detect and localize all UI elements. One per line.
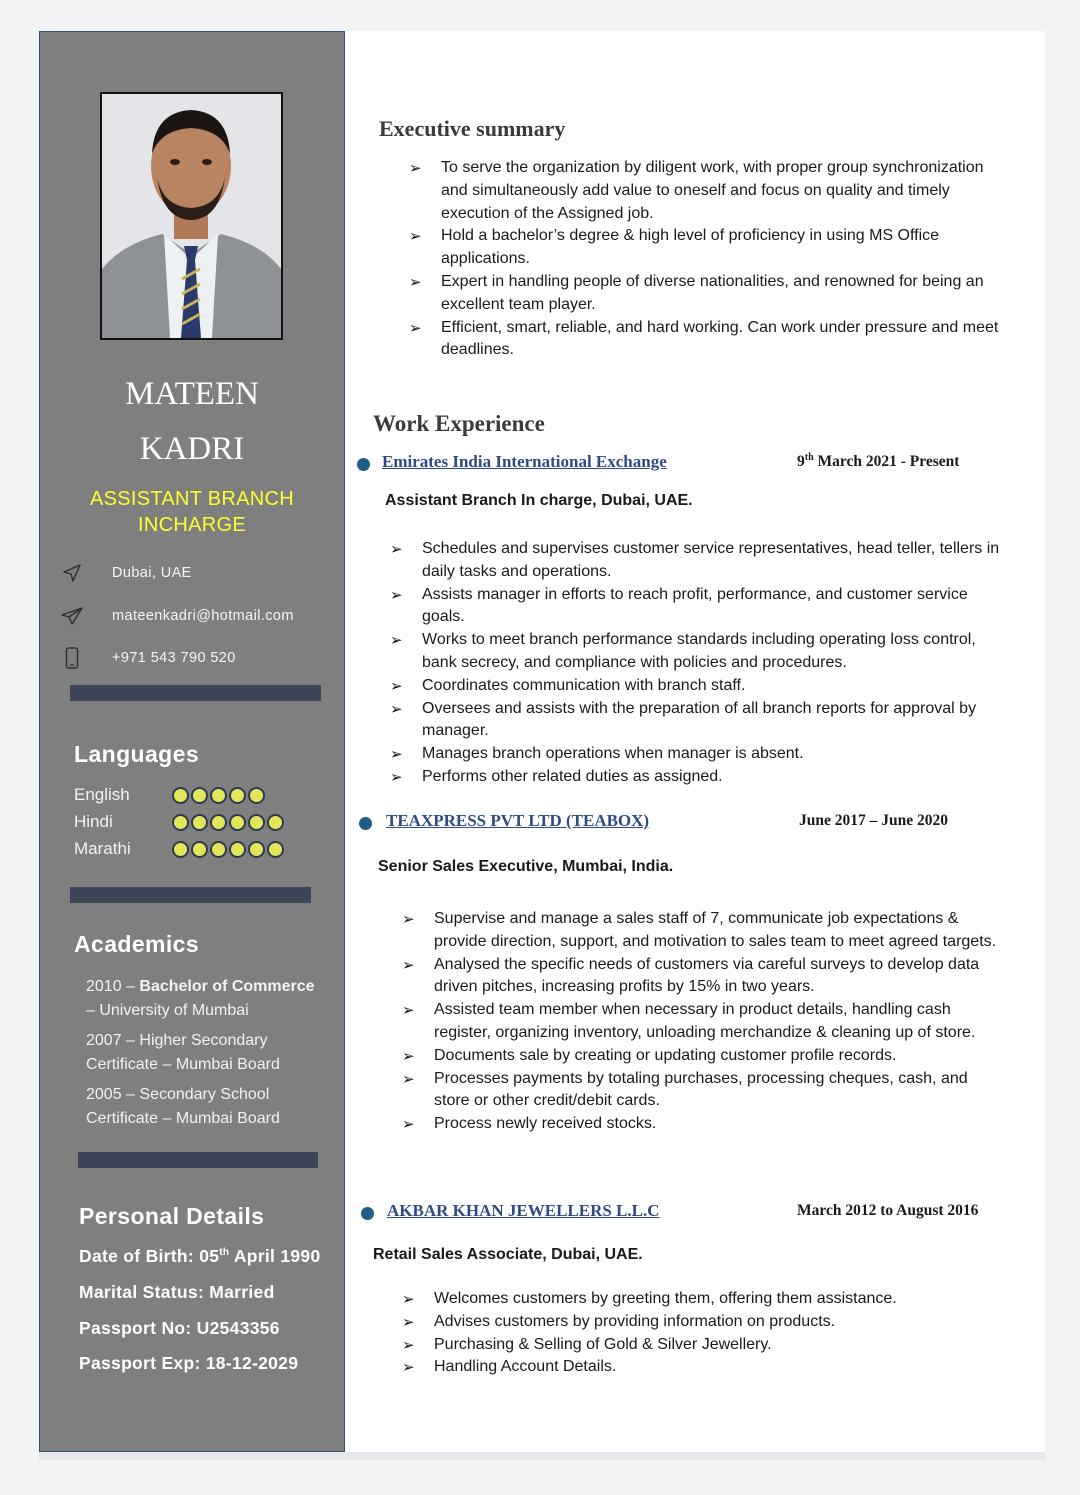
company-name[interactable]: AKBAR KHAN JEWELLERS L.L.C [387, 1201, 660, 1220]
job-dates [797, 1202, 978, 1220]
rating-dot-icon [210, 814, 227, 831]
rating-dot-icon [172, 841, 189, 858]
duty-item: ➢ Manages branch operations when manager is absent. [390, 743, 1000, 766]
academic-detail: Certificate – Mumbai Board [86, 1110, 280, 1127]
duty-item: ➢ Handling Account Details. [402, 1356, 1002, 1379]
phone-text[interactable]: +971 543 790 520 [112, 650, 236, 666]
duty-item: ➢ Welcomes customers by greeting them, offering them assistance. [402, 1288, 1002, 1311]
job-dates [797, 453, 959, 471]
executive-summary-heading: Executive summary [379, 116, 566, 141]
rating-dot-icon [191, 841, 208, 858]
rating-dot-icon [248, 787, 265, 804]
duty-item: ➢ Processes payments by totaling purchases, processing cheques, cash, and store or other credit/debit cards. [402, 1068, 1002, 1114]
first-name: MATEEN [125, 376, 259, 412]
role-line-1: ASSISTANT BRANCH [89, 488, 295, 510]
summary-item: ➢ Hold a bachelor’s degree & high level of proficiency in using MS Office applications. [409, 225, 999, 271]
language-rating [172, 841, 284, 858]
company-name[interactable]: Emirates India International Exchange [382, 452, 667, 471]
academic-year: 2005 [86, 1086, 122, 1103]
contact-email[interactable] [60, 604, 340, 628]
location-text: Dubai, UAE [112, 565, 192, 581]
academic-item: 2010 – Bachelor of Commerce – University of Mumbai [86, 978, 315, 1019]
duty-item: ➢ Performs other related duties as assigned. [390, 766, 1000, 789]
duty-item: ➢ Documents sale by creating or updating customer profile records. [402, 1045, 1002, 1068]
duty-item: ➢ Schedules and supervises customer service representatives, head teller, tellers in daily tasks and operations. [390, 538, 1000, 584]
rating-dot-icon [210, 841, 227, 858]
job-role [40, 486, 344, 538]
languages-heading: Languages [74, 741, 200, 767]
academic-title: Bachelor of Commerce [139, 978, 315, 995]
academic-detail: Certificate – Mumbai Board [86, 1056, 280, 1073]
language-rating [172, 787, 265, 804]
job-header [361, 1201, 1001, 1225]
divider-bar [70, 887, 311, 903]
language-name: Hindi [74, 812, 113, 831]
dob-label: Date of Birth: 05 [79, 1246, 220, 1266]
language-row [74, 837, 334, 861]
language-row [74, 810, 334, 834]
passport-number: Passport No: U2543356 [79, 1318, 280, 1338]
page-shadow [39, 1452, 1045, 1460]
role-line-2: INCHARGE [138, 514, 246, 536]
academic-detail: – University of Mumbai [86, 1002, 249, 1019]
marital-status: Marital Status: Married [79, 1282, 275, 1302]
rating-dot-icon [229, 814, 246, 831]
duty-item: ➢ Purchasing & Selling of Gold & Silver Jewellery. [402, 1334, 1002, 1357]
job-duties-list [390, 538, 1000, 789]
academic-year: 2010 [86, 978, 122, 995]
dates-text: March 2012 to August 2016 [797, 1202, 979, 1219]
rating-dot-icon [191, 814, 208, 831]
job-dates [799, 812, 948, 830]
academic-item: 2005 – Secondary School Certificate – Mumbai Board [86, 1086, 280, 1127]
divider-bar [78, 1152, 318, 1168]
summary-list [409, 157, 999, 362]
rating-dot-icon [248, 814, 265, 831]
dates-suffix: th [804, 451, 814, 463]
language-name: Marathi [74, 839, 131, 858]
job-title: Assistant Branch In charge, Dubai, UAE. [385, 492, 693, 509]
bullet-dot-icon [359, 817, 372, 830]
summary-item: ➢ Expert in handling people of diverse nationalities, and renowned for being an excellent team player. [409, 271, 999, 317]
bullet-dot-icon [357, 458, 370, 471]
rating-dot-icon [172, 787, 189, 804]
academic-title: Secondary School [139, 1086, 270, 1103]
dates-text-rest: March 2021 - Present [813, 453, 960, 470]
rating-dot-icon [248, 841, 265, 858]
job-header [359, 811, 999, 835]
work-experience-heading: Work Experience [373, 411, 545, 436]
job-duties-list [402, 908, 1002, 1136]
mobile-phone-icon [60, 646, 84, 670]
duty-item: ➢ Oversees and assists with the preparation of all branch reports for approval by manager. [390, 698, 1000, 744]
academic-item: 2007 – Higher Secondary Certificate – Mumbai Board [86, 1032, 280, 1073]
resume-page [39, 31, 1045, 1452]
dates-text: 9 [797, 453, 805, 470]
duty-item: ➢ Assisted team member when necessary in product details, handling cash register, organizing inventory, unloading merchandize & cleaning up of store. [402, 999, 1002, 1045]
duty-item: ➢ Works to meet branch performance standards including operating loss control, bank secrecy, and compliance with policies and procedures. [390, 629, 1000, 675]
rating-dot-icon [229, 787, 246, 804]
sidebar [39, 31, 345, 1452]
duty-item: ➢ Supervise and manage a sales staff of 7, communicate job expectations & provide direction, support, and motivation to sales team to meet agreed targets. [402, 908, 1002, 954]
rating-dot-icon [267, 814, 284, 831]
dob-suffix: th [219, 1247, 230, 1259]
academic-year: 2007 [86, 1032, 122, 1049]
contact-phone[interactable] [60, 646, 340, 670]
bullet-dot-icon [361, 1207, 374, 1220]
send-icon [60, 604, 84, 628]
rating-dot-icon [191, 787, 208, 804]
job-title: Retail Sales Associate, Dubai, UAE. [373, 1246, 643, 1263]
company-name[interactable]: TEAXPRESS PVT LTD (TEABOX) [386, 811, 650, 830]
duty-item: ➢ Coordinates communication with branch staff. [390, 675, 1000, 698]
divider-bar [70, 685, 321, 701]
rating-dot-icon [267, 841, 284, 858]
last-name: KADRI [139, 431, 245, 467]
duty-item: ➢ Advises customers by providing information on products. [402, 1311, 1002, 1334]
language-name: English [74, 785, 130, 804]
duty-item: ➢ Process newly received stocks. [402, 1113, 1002, 1136]
job-header [357, 452, 997, 476]
passport-expiry: Passport Exp: 18-12-2029 [79, 1353, 299, 1373]
rating-dot-icon [172, 814, 189, 831]
personal-details-heading: Personal Details [79, 1203, 265, 1229]
language-rating [172, 814, 284, 831]
email-text[interactable]: mateenkadri@hotmail.com [112, 608, 294, 624]
location-arrow-icon [60, 561, 84, 585]
job-duties-list [402, 1288, 1002, 1379]
dates-text: June 2017 – June 2020 [799, 812, 948, 829]
summary-item: ➢ To serve the organization by diligent work, with proper group synchronization and simultaneously add value to oneself and focus on quality and timely execution of the Assigned job. [409, 157, 999, 225]
job-title: Senior Sales Executive, Mumbai, India. [378, 858, 674, 875]
dob-rest: April 1990 [229, 1246, 321, 1266]
rating-dot-icon [229, 841, 246, 858]
profile-photo [100, 92, 283, 340]
date-of-birth [79, 1246, 320, 1267]
contact-location [60, 561, 340, 585]
duty-item: ➢ Analysed the specific needs of customers via careful surveys to develop data driven pitches, increasing profits by 15% in two years. [402, 954, 1002, 1000]
rating-dot-icon [210, 787, 227, 804]
duty-item: ➢ Assists manager in efforts to reach profit, performance, and customer service goals. [390, 584, 1000, 630]
summary-item: ➢ Efficient, smart, reliable, and hard working. Can work under pressure and meet deadlines. [409, 317, 999, 363]
academic-title: Higher Secondary [139, 1032, 268, 1049]
academics-heading: Academics [74, 931, 200, 957]
language-row [74, 783, 334, 807]
